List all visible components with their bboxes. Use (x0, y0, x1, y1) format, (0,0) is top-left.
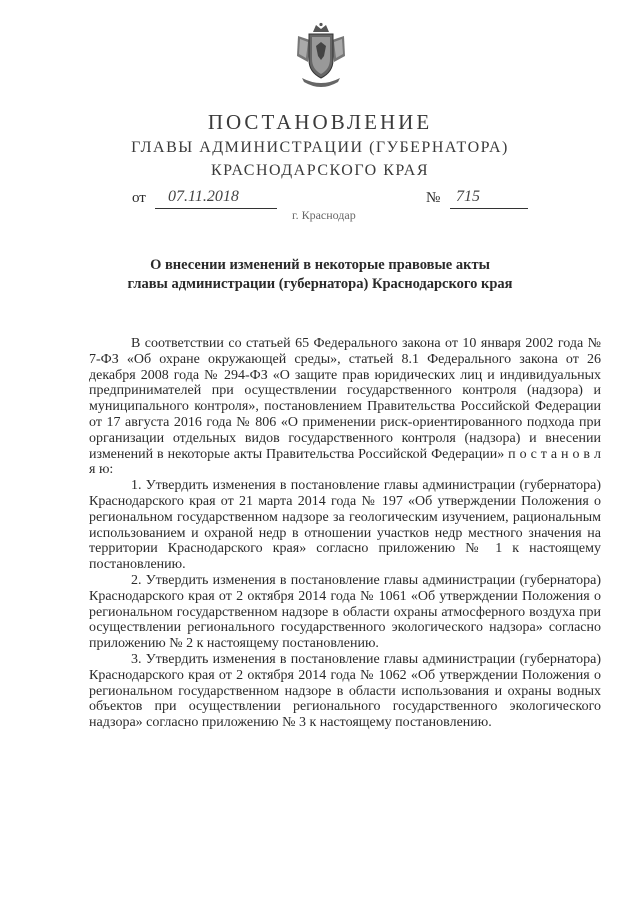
document-body (89, 336, 601, 731)
document-title (0, 256, 640, 294)
issuer-line-1: ГЛАВЫ АДМИНИСТРАЦИИ (ГУБЕРНАТОРА) (131, 139, 509, 156)
coat-of-arms-icon (294, 22, 348, 88)
title-line-2: главы администрации (губернатора) Краснодарского края (127, 276, 513, 292)
title-line-1: О внесении изменений в некоторые правовые акты (150, 257, 490, 273)
paragraph-preamble: В соответствии со статьей 65 Федерального закона от 10 января 2002 года № 7-ФЗ «Об охране окружающей среды», статьей 8.1 Федерального закона от 26 декабря 2008 года № 294-ФЗ «О защите прав юридических лиц и индивидуальных предпринимателей при осуществлении государственного контроля (надзора) и муниципального контроля», постановлением Правительства Российской Федерации от 17 августа 2016 года № 806 «О применении риск-ориентированного подхода при организации отдельных видов государственного контроля (надзора) и внесении изменений в некоторые акты Правительства Российской Федерации» п о с т а н о в л я ю: (89, 336, 601, 478)
number-prefix: № (426, 190, 441, 206)
paragraph-item-3: 3. Утвердить изменения в постановление главы администрации (губернатора) Краснодарского края от 2 октября 2014 года № 1062 «Об утверждении Положения о региональном государственном надзоре в области использования и охраны водных объектов при осуществлении регионального государственного экологического надзора» согласно приложению № 3 к настоящему постановлению. (89, 651, 601, 731)
document-number: 715 (456, 188, 480, 205)
document-type: ПОСТАНОВЛЕНИЕ (207, 110, 433, 134)
date-prefix: от (132, 190, 146, 206)
paragraph-item-2: 2. Утвердить изменения в постановление главы администрации (губернатора) Краснодарского края от 2 октября 2014 года № 1061 «Об утверждении Положения о региональном государственном надзоре в области охраны атмосферного воздуха при осуществлении регионального государственного экологического надзора» согласно приложению № 2 к настоящему постановлению. (89, 572, 601, 652)
city: г. Краснодар (292, 208, 356, 222)
issuer-line-2: КРАСНОДАРСКОГО КРАЯ (211, 162, 429, 179)
document-date: 07.11.2018 (168, 188, 239, 205)
paragraph-item-1: 1. Утвердить изменения в постановление главы администрации (губернатора) Краснодарского края от 21 марта 2014 года № 197 «Об утверждении Положения о региональном государственном надзоре за геологическим изучением, рациональным использованием и охраной недр в отношении участков недр местного значения на территории Краснодарского края» согласно приложению № 1 к настоящему постановлению. (89, 478, 601, 573)
